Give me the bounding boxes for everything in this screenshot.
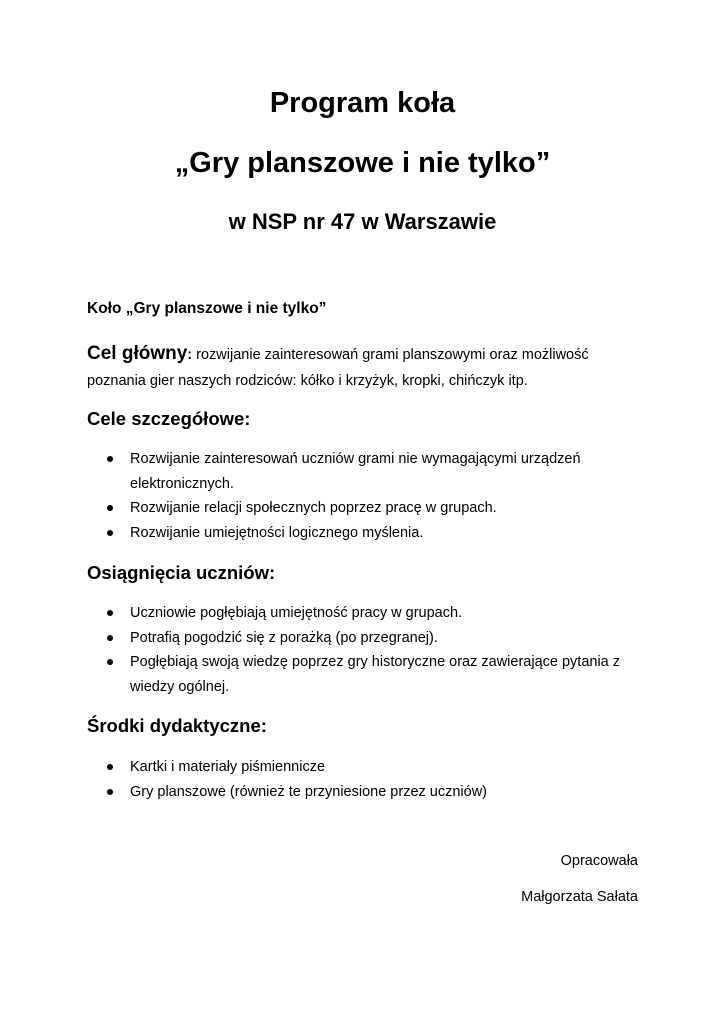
main-goal-label: Cel główny [87,343,188,364]
list-item [105,496,645,521]
list-item-text: Rozwijanie umiejętności logicznego myślenia. [130,524,424,541]
list-item [105,601,645,626]
list-item-text: Uczniowie pogłębiają umiejętność pracy w grupach. [130,605,463,621]
list-item-text: Gry planszowe (również te przyniesione przez uczniów) [130,783,488,800]
bullet-icon [107,456,113,462]
achievements-heading: Osiągnięcia uczniów: [87,562,276,583]
specific-goals-list [105,447,645,545]
signature-label: Opracowała [560,853,638,869]
bullet-icon [107,659,113,665]
main-goal-text: rozwijanie zainteresowań grami planszowymi oraz możliwość poznania gier naszych rodziców: kółko i krzyżyk, kropki, chińczyk itp. [87,347,589,389]
list-item [105,626,645,651]
list-item [105,521,645,546]
bullet-icon [107,530,113,536]
teaching-aids-list [105,755,645,804]
title-line-1: Program koła [269,87,456,119]
bullet-icon [107,635,113,641]
achievements-list [105,601,645,699]
list-item-text: Rozwijanie relacji społecznych poprzez pracę w grupach. [130,500,497,516]
list-item [105,780,645,805]
teaching-aids-heading: Środki dydaktyczne: [87,715,267,736]
main-goal-paragraph [87,341,647,394]
list-item [105,755,645,780]
signature-name: Małgorzata Sałata [521,889,638,905]
club-name-line: Koło „Gry planszowe i nie tylko” [87,300,327,317]
title-line-3: w NSP nr 47 w Warszawie [228,209,497,234]
title-line-2: „Gry planszowe i nie tylko” [174,147,551,179]
bullet-icon [107,610,113,616]
list-item-text: Pogłębiają swoją wiedzę poprzez gry historyczne oraz zawierające pytania z wiedzy ogólnej. [130,654,621,695]
list-item-text: Potrafią pogodzić się z porażką (po przegranej). [130,629,438,646]
list-item-text: Kartki i materiały piśmiennicze [130,759,326,775]
list-item [105,447,645,496]
main-goal-colon: : [187,347,193,363]
list-item-text: Rozwijanie zainteresowań uczniów grami nie wymagającymi urządzeń elektronicznych. [130,451,581,492]
list-item [105,650,645,699]
specific-goals-heading: Cele szczegółowe: [87,408,251,429]
bullet-icon [107,789,113,795]
bullet-icon [107,764,113,770]
bullet-icon [107,505,113,511]
